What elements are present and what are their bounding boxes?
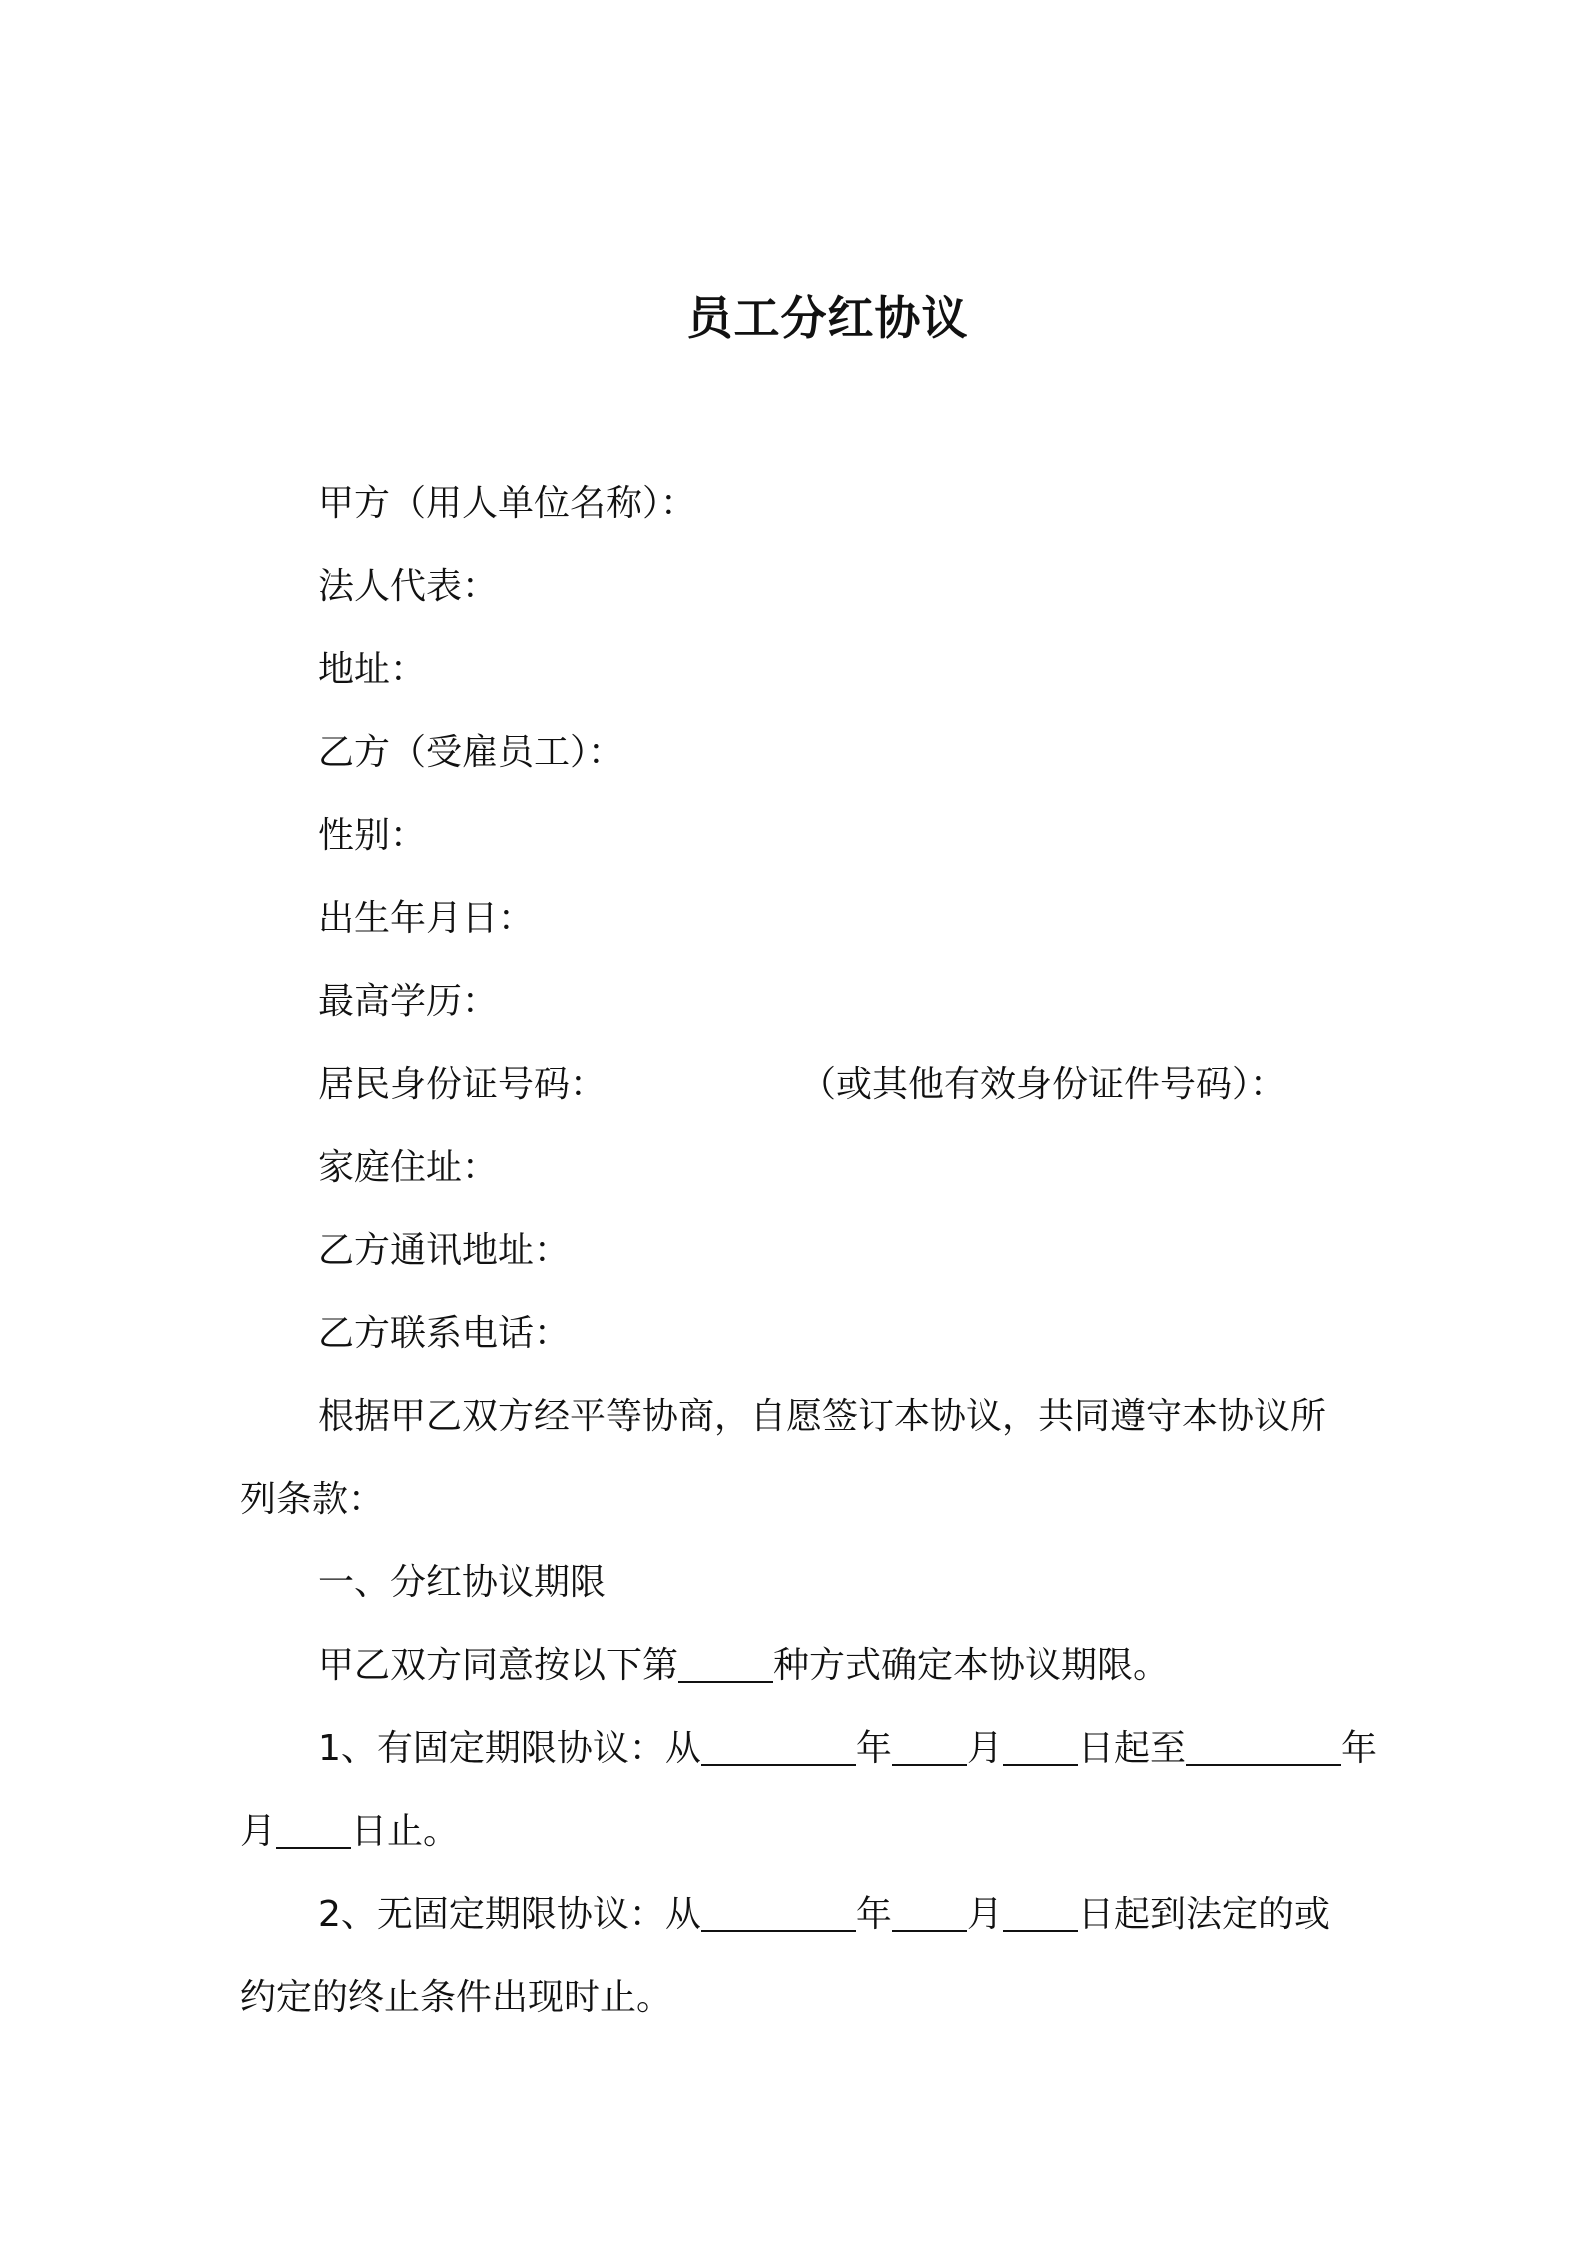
party-b-field: 乙方（受雇员工）： <box>318 732 625 773</box>
end-day-blank <box>276 1811 351 1849</box>
home-address-field: 家庭住址： <box>318 1147 499 1188</box>
open-term-year: 年 <box>855 1894 892 1935</box>
phone-field: 乙方联系电话： <box>318 1313 571 1354</box>
intro-paragraph-line1: 根据甲乙双方经平等协商，自愿签订本协议，共同遵守本协议所 <box>318 1396 1327 1437</box>
document-title: 员工分红协议 <box>686 291 969 345</box>
start-month-blank <box>892 1728 967 1766</box>
open-start-day-blank <box>1003 1894 1078 1932</box>
fixed-term-prefix: 1、有固定期限协议：从 <box>318 1728 701 1769</box>
open-term-line <box>318 1891 1330 1939</box>
fixed-term-end: 日止。 <box>351 1811 460 1852</box>
id-number-field: 居民身份证号码： <box>318 1064 607 1105</box>
gender-field: 性别： <box>318 815 427 856</box>
intro-paragraph-line2: 列条款： <box>240 1479 385 1520</box>
start-day-blank <box>1003 1728 1078 1766</box>
section-heading: 一、分红协议期限 <box>318 1562 607 1603</box>
mail-address-field: 乙方通讯地址： <box>318 1230 571 1271</box>
fixed-term-line <box>318 1725 1377 1773</box>
method-sentence-after: 种方式确定本协议期限。 <box>773 1645 1170 1686</box>
open-term-rest: 日起到法定的或 <box>1077 1894 1330 1935</box>
end-year-blank <box>1186 1728 1341 1766</box>
fixed-term-month2: 月 <box>240 1811 277 1852</box>
open-start-year-blank <box>701 1894 856 1932</box>
open-start-month-blank <box>892 1894 967 1932</box>
fixed-term-month1: 月 <box>966 1728 1003 1769</box>
method-sentence <box>318 1642 1169 1690</box>
fixed-term-line2 <box>240 1808 459 1856</box>
open-term-prefix: 2、无固定期限协议：从 <box>318 1894 701 1935</box>
method-number-blank <box>678 1645 773 1683</box>
other-id-field: （或其他有效身份证件号码）： <box>800 1064 1287 1105</box>
party-a-field: 甲方（用人单位名称）： <box>318 483 697 524</box>
open-term-line2: 约定的终止条件出现时止。 <box>240 1977 673 2018</box>
fixed-term-year2: 年 <box>1340 1728 1377 1769</box>
address-field: 地址： <box>318 649 427 690</box>
fixed-term-year1: 年 <box>855 1728 892 1769</box>
open-term-month: 月 <box>966 1894 1003 1935</box>
method-sentence-before: 甲乙双方同意按以下第 <box>318 1645 679 1686</box>
start-year-blank <box>701 1728 856 1766</box>
birth-date-field: 出生年月日： <box>318 898 535 939</box>
legal-rep-field: 法人代表： <box>318 566 499 607</box>
education-field: 最高学历： <box>318 981 499 1022</box>
fixed-term-day-to: 日起至 <box>1077 1728 1186 1769</box>
